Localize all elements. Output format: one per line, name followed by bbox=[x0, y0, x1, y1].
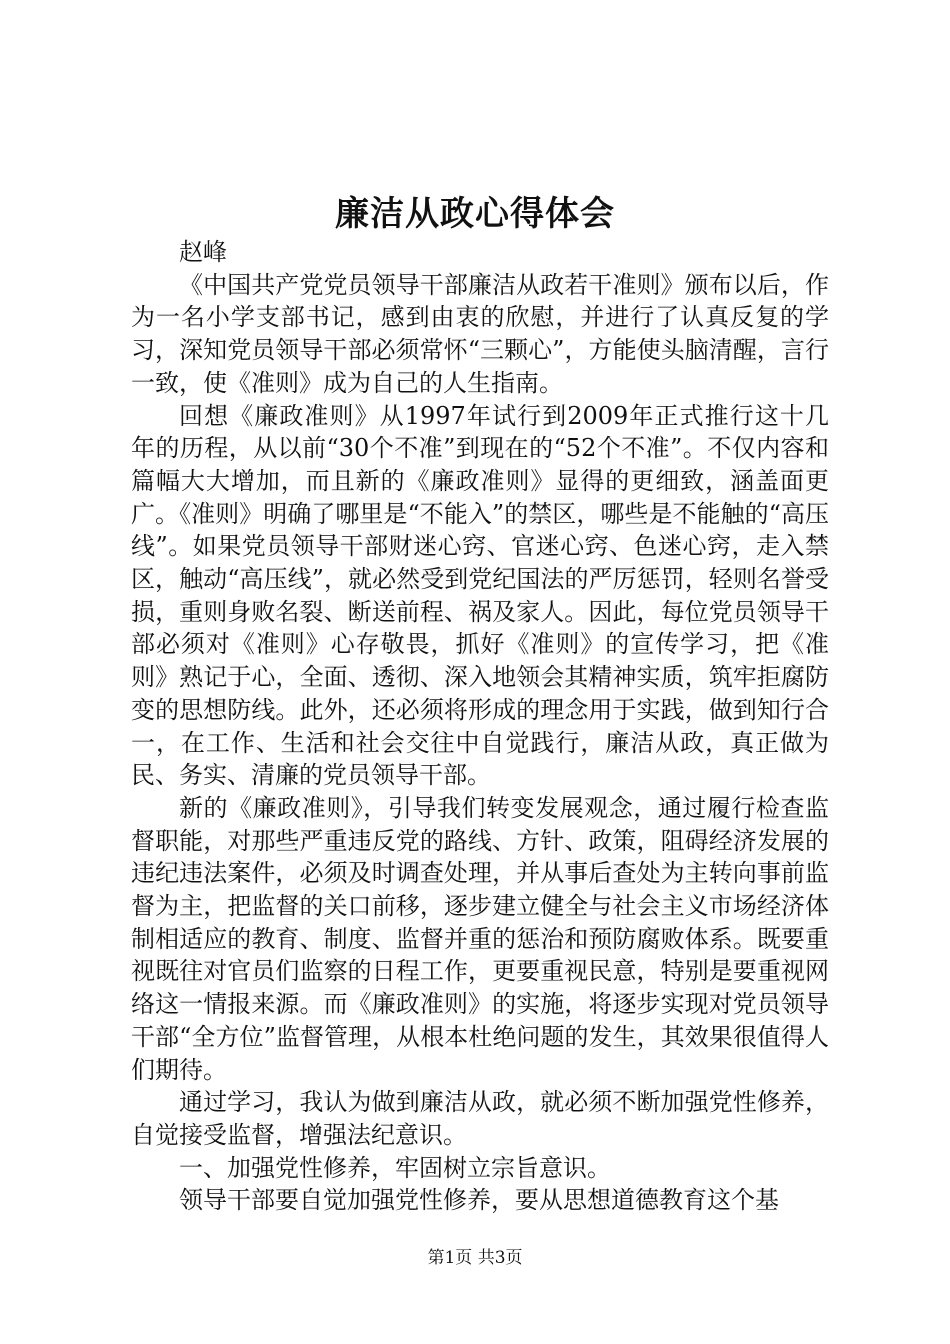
document-title: 廉洁从政心得体会 bbox=[335, 194, 615, 234]
paragraph-learning: 通过学习，我认为做到廉洁从政，就必须不断加强党性修养，自觉接受监督，增强法纪意识。 bbox=[131, 1088, 829, 1149]
page-number: 第1页 共3页 bbox=[427, 1248, 523, 1268]
section-heading-1: 一、加强党性修养，牢固树立宗旨意识。 bbox=[179, 1153, 611, 1182]
paragraph-section-1: 领导干部要自觉加强党性修养，要从思想道德教育这个基 bbox=[179, 1186, 779, 1215]
author-name: 赵峰 bbox=[179, 238, 227, 266]
paragraph-supervision: 新的《廉政准则》，引导我们转变发展观念，通过履行检查监督职能，对那些严重违反党的路线、方针、政策，阻碍经济发展的违纪违法案件，必须及时调查处理，并从事后查处为主转向事前监督为主，把监督的关口前移，逐步建立健全与社会主义市场经济体制相适应的教育、制度、监督并重的惩治和预防腐败体系。既要重视既往对官员们监察的日程工作，更要重视民意，特别是要重视网络这一情报来源。而《廉政准则》的实施，将逐步实现对党员领导干部“全方位”监督管理，从根本杜绝问题的发生，其效果很值得人们期待。 bbox=[131, 793, 829, 1084]
document-body bbox=[131, 236, 829, 1217]
paragraph-intro: 《中国共产党党员领导干部廉洁从政若干准则》颁布以后，作为一名小学支部书记，感到由衷的欣慰，并进行了认真反复的学习，深知党员领导干部必须常怀“三颗心”，方能使头脑清醒，言行一致，使《准则》成为自己的人生指南。 bbox=[131, 270, 829, 397]
paragraph-history: 回想《廉政准则》从1997年试行到2009年正式推行这十几年的历程，从以前“30个不准”到现在的“52个不准”。不仅内容和篇幅大大增加，而且新的《廉政准则》显得的更细致，涵盖面更广。《准则》明确了哪里是“不能入”的禁区，哪些是不能触的“高压线”。如果党员领导干部财迷心窍、官迷心窍、色迷心窍，走入禁区，触动“高压线”，就必然受到党纪国法的严厉惩罚，轻则名誉受损，重则身败名裂、断送前程、祸及家人。因此，每位党员领导干部必须对《准则》心存敬畏，抓好《准则》的宣传学习，把《准则》熟记于心，全面、透彻、深入地领会其精神实质，筑牢拒腐防变的思想防线。此外，还必须将形成的理念用于实践，做到知行合一，在工作、生活和社会交往中自觉践行，廉洁从政，真正做为民、务实、清廉的党员领导干部。 bbox=[131, 401, 829, 790]
